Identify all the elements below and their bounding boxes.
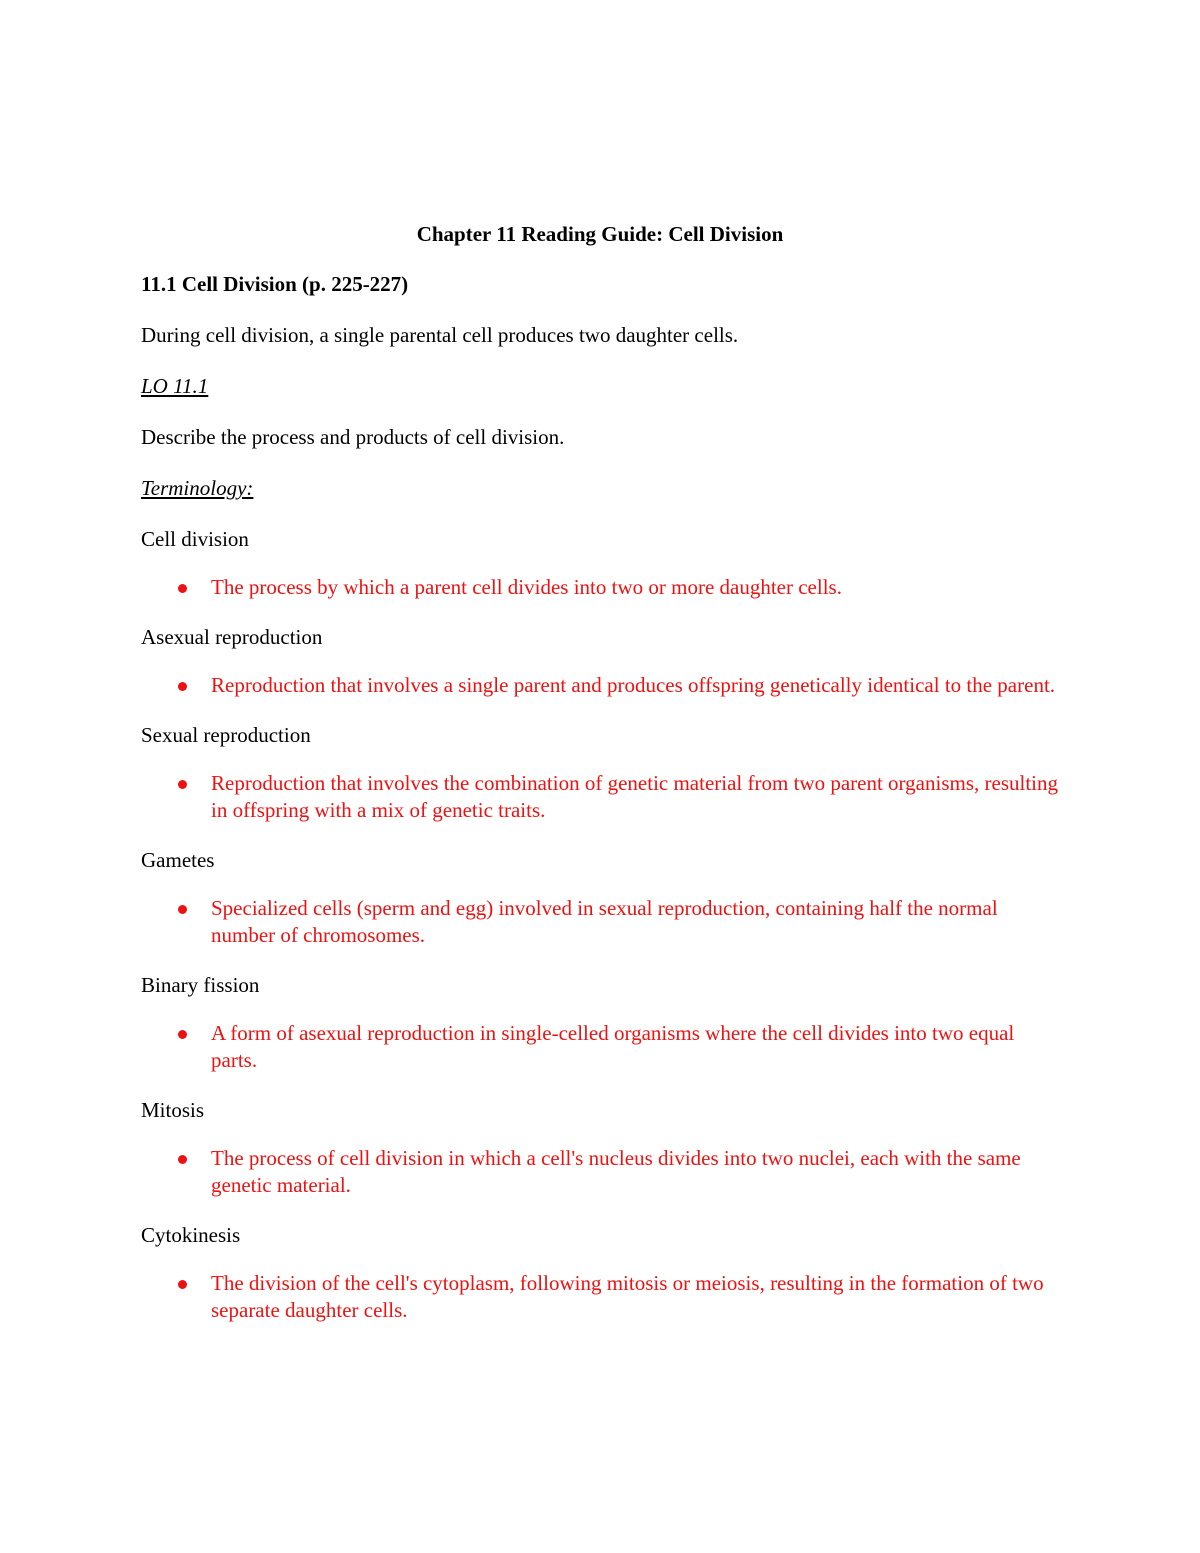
definition-item: [141, 1020, 1061, 1074]
bullet-icon: [178, 1155, 187, 1164]
term-name: Cytokinesis: [141, 1223, 241, 1247]
term-item: [141, 622, 1061, 699]
bullet-icon: [178, 780, 187, 789]
learning-objective-label: LO 11.1: [141, 374, 209, 398]
learning-objective-text: Describe the process and products of cell division.: [141, 425, 565, 449]
definition-item: [141, 1270, 1061, 1324]
definition-item: [141, 770, 1061, 824]
section-heading: 11.1 Cell Division (p. 225-227): [141, 272, 409, 296]
term-name: Sexual reproduction: [141, 723, 311, 747]
definition-item: [141, 1145, 1061, 1199]
term-list: [141, 524, 1061, 1324]
definition-text: The process of cell division in which a cell's nucleus divides into two nuclei, each with the same genetic material.: [211, 1146, 1021, 1197]
bullet-icon: [178, 1030, 187, 1039]
definition-text: The process by which a parent cell divides into two or more daughter cells.: [211, 575, 842, 599]
term-name: Cell division: [141, 527, 249, 551]
term-item: [141, 970, 1061, 1074]
definition-item: [141, 574, 1061, 601]
term-name: Gametes: [141, 848, 215, 872]
term-name: Asexual reproduction: [141, 625, 323, 649]
definition-text: Reproduction that involves a single parent and produces offspring genetically identical to the parent.: [211, 673, 1056, 697]
term-item: [141, 1220, 1061, 1324]
term-name: Binary fission: [141, 973, 260, 997]
document-title: Chapter 11 Reading Guide: Cell Division: [416, 222, 784, 246]
bullet-icon: [178, 905, 187, 914]
definition-item: [141, 895, 1061, 949]
term-item: [141, 720, 1061, 824]
term-item: [141, 845, 1061, 949]
definition-text: A form of asexual reproduction in single-celled organisms where the cell divides into two equal parts.: [211, 1021, 1015, 1072]
term-item: [141, 524, 1061, 601]
definition-text: Specialized cells (sperm and egg) involved in sexual reproduction, containing half the normal number of chromosomes.: [211, 896, 998, 947]
definition-item: [141, 672, 1061, 699]
term-item: [141, 1095, 1061, 1199]
document-content: [141, 219, 1061, 1345]
term-name: Mitosis: [141, 1098, 205, 1122]
bullet-icon: [178, 682, 187, 691]
bullet-icon: [178, 584, 187, 593]
bullet-icon: [178, 1280, 187, 1289]
definition-text: Reproduction that involves the combination of genetic material from two parent organisms, resulting in offspring with a mix of genetic traits.: [211, 771, 1058, 822]
terminology-label: Terminology:: [141, 476, 254, 500]
definition-text: The division of the cell's cytoplasm, following mitosis or meiosis, resulting in the formation of two separate daughter cells.: [211, 1271, 1044, 1322]
intro-paragraph: During cell division, a single parental cell produces two daughter cells.: [141, 323, 739, 347]
